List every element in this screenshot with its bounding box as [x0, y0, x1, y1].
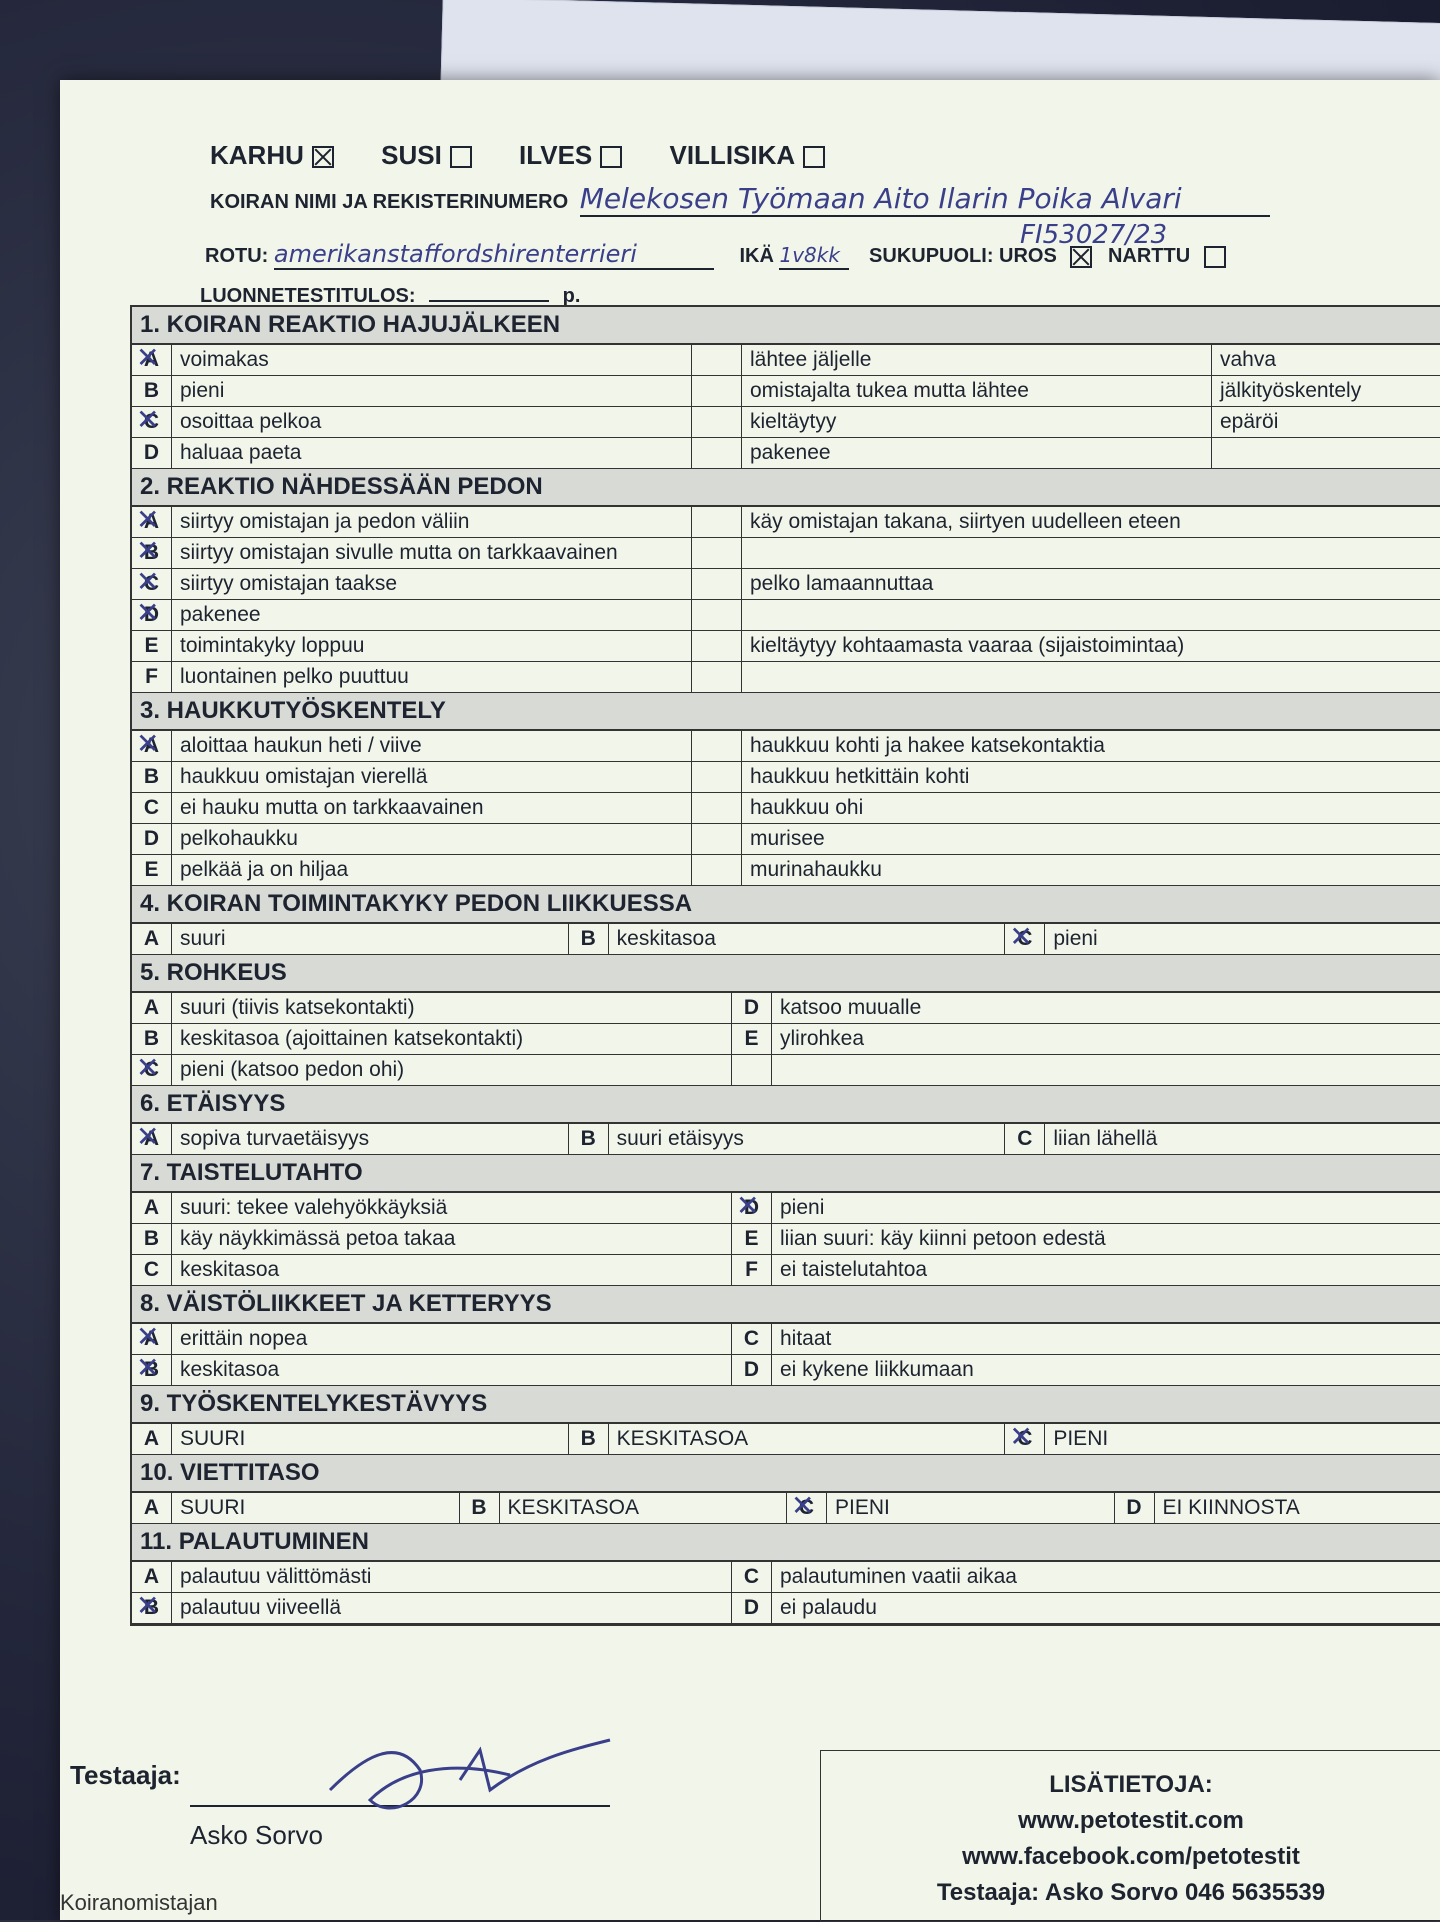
option-letter: A ✕ — [132, 345, 172, 375]
section-title: 2. REAKTIO NÄHDESSÄÄN PEDON — [132, 469, 1440, 507]
breed-field — [274, 240, 714, 270]
section-title: 5. ROHKEUS — [132, 955, 1440, 993]
option-letter: E — [132, 631, 172, 661]
section-title: 4. KOIRAN TOIMINTAKYKY PEDON LIIKKUESSA — [132, 886, 1440, 924]
footer — [60, 1730, 1440, 1920]
option-text: EI KIINNOSTA — [1155, 1493, 1440, 1523]
female-label: NARTTU — [1108, 245, 1190, 267]
option-text: sopiva turvaetäisyys — [172, 1124, 569, 1154]
option-letter: C ✕ — [132, 407, 172, 437]
dog-name-line — [210, 182, 1270, 217]
option-letter: A — [132, 1562, 172, 1592]
option-letter: D ✕ — [132, 600, 172, 630]
option-right-text: pakenee — [742, 438, 1212, 468]
option-text: pieni — [172, 376, 692, 406]
section-8 — [132, 1286, 1440, 1386]
option-row — [132, 631, 1440, 662]
option-letter: A ✕ — [132, 507, 172, 537]
option-letter: B ✕ — [132, 538, 172, 568]
option-far-text: epäröi — [1212, 407, 1440, 437]
result-unit: p. — [563, 285, 581, 307]
option-right-text: haukkuu kohti ja hakee katsekontaktia — [742, 731, 1440, 761]
option-row — [132, 1124, 1440, 1155]
option-row — [132, 824, 1440, 855]
option-text: palautuu viiveellä — [172, 1593, 732, 1623]
section-4 — [132, 886, 1440, 955]
option-letter — [732, 1055, 772, 1085]
section-2 — [132, 469, 1440, 693]
option-text: liian lähellä — [1045, 1124, 1440, 1154]
option-right-text: murisee — [742, 824, 1440, 854]
option-text: keskitasoa — [609, 924, 1006, 954]
info-title: LISÄTIETOJA: — [821, 1771, 1440, 1799]
spacer-cell — [692, 600, 742, 630]
option-letter: F — [132, 662, 172, 692]
option-text: toimintakyky loppuu — [172, 631, 692, 661]
option-letter: D — [732, 1593, 772, 1623]
option-text: ei hauku mutta on tarkkaavainen — [172, 793, 692, 823]
spacer-cell — [692, 662, 742, 692]
section-5 — [132, 955, 1440, 1086]
species-susi: SUSI — [381, 140, 472, 170]
option-right-text — [742, 600, 1440, 630]
option-row — [132, 1224, 1440, 1255]
option-letter: B — [132, 1224, 172, 1254]
option-row — [132, 924, 1440, 955]
registration-number: FI53027/23 — [1020, 220, 1167, 250]
option-text: siirtyy omistajan ja pedon väliin — [172, 507, 692, 537]
option-right-text: haukkuu hetkittäin kohti — [742, 762, 1440, 792]
spacer-cell — [692, 793, 742, 823]
option-letter: D — [732, 993, 772, 1023]
option-text: pelkohaukku — [172, 824, 692, 854]
spacer-cell — [692, 376, 742, 406]
option-letter: B — [569, 1124, 609, 1154]
tester-label: Testaaja: — [70, 1760, 181, 1791]
option-text: haukkuu omistajan vierellä — [172, 762, 692, 792]
option-letter: A — [132, 1424, 172, 1454]
spacer-cell — [692, 855, 742, 885]
option-text: ylirohkea — [772, 1024, 1440, 1054]
option-row — [132, 407, 1440, 438]
option-text: luontainen pelko puuttuu — [172, 662, 692, 692]
option-row — [132, 1562, 1440, 1593]
owner-label: Koiranomistajan — [60, 1890, 218, 1916]
checkbox-susi — [450, 146, 472, 168]
option-row — [132, 1193, 1440, 1224]
option-row — [132, 376, 1440, 407]
dog-name-value: Melekosen Työmaan Aito Ilarin Poika Alvari — [580, 182, 1182, 215]
option-letter: C — [1005, 1124, 1045, 1154]
breed-label: ROTU: — [205, 245, 268, 267]
option-row — [132, 1593, 1440, 1624]
age-value: 1v8kk — [779, 243, 839, 267]
option-letter: C — [132, 793, 172, 823]
option-letter: B ✕ — [132, 1355, 172, 1385]
option-row — [132, 345, 1440, 376]
option-text: osoittaa pelkoa — [172, 407, 692, 437]
option-text: käy näykkimässä petoa takaa — [172, 1224, 732, 1254]
option-text: liian suuri: käy kiinni petoon edestä — [772, 1224, 1440, 1254]
section-title: 9. TYÖSKENTELYKESTÄVYYS — [132, 1386, 1440, 1424]
breed-value: amerikanstaffordshirenterrieri — [274, 240, 637, 268]
test-form — [130, 305, 1440, 1626]
option-letter: D — [132, 824, 172, 854]
option-letter: B — [569, 924, 609, 954]
section-3 — [132, 693, 1440, 886]
info-contact: Testaaja: Asko Sorvo 046 5635539 — [821, 1879, 1440, 1907]
option-letter: E — [732, 1024, 772, 1054]
option-letter: C ✕ — [132, 569, 172, 599]
option-text: SUURI — [172, 1493, 460, 1523]
option-text: erittäin nopea — [172, 1324, 732, 1354]
option-letter: C ✕ — [1005, 1424, 1045, 1454]
option-text: palautuu välittömästi — [172, 1562, 732, 1592]
section-title: 10. VIETTITASO — [132, 1455, 1440, 1493]
age-label: IKÄ — [739, 245, 773, 267]
option-text: KESKITASOA — [500, 1493, 788, 1523]
option-right-text: haukkuu ohi — [742, 793, 1440, 823]
option-letter: A ✕ — [132, 731, 172, 761]
option-letter: B — [132, 762, 172, 792]
species-villisika: VILLISIKA — [669, 140, 825, 170]
option-letter: B — [132, 1024, 172, 1054]
option-text: siirtyy omistajan taakse — [172, 569, 692, 599]
section-title: 6. ETÄISYYS — [132, 1086, 1440, 1124]
option-letter: C — [732, 1324, 772, 1354]
checkbox-uros — [1070, 246, 1092, 268]
option-letter: C ✕ — [132, 1055, 172, 1085]
signature — [310, 1730, 630, 1830]
section-title: 3. HAUKKUTYÖSKENTELY — [132, 693, 1440, 731]
option-letter: D — [732, 1355, 772, 1385]
option-row — [132, 731, 1440, 762]
section-title: 1. KOIRAN REAKTIO HAJUJÄLKEEN — [132, 307, 1440, 345]
option-right-text: kieltäytyy kohtaamasta vaaraa (sijaistoimintaa) — [742, 631, 1440, 661]
option-right-text: murinahaukku — [742, 855, 1440, 885]
section-title: 7. TAISTELUTAHTO — [132, 1155, 1440, 1193]
section-1 — [132, 307, 1440, 469]
option-letter: E — [132, 855, 172, 885]
option-letter: C — [132, 1255, 172, 1285]
section-10 — [132, 1455, 1440, 1524]
option-text: suuri etäisyys — [609, 1124, 1006, 1154]
result-label: LUONNETESTITULOS: — [200, 285, 416, 307]
form-paper — [60, 80, 1440, 1920]
option-row — [132, 1355, 1440, 1386]
option-letter: F — [732, 1255, 772, 1285]
option-text: ei taistelutahtoa — [772, 1255, 1440, 1285]
section-title: 8. VÄISTÖLIIKKEET JA KETTERYYS — [132, 1286, 1440, 1324]
option-letter: A — [132, 1493, 172, 1523]
spacer-cell — [692, 538, 742, 568]
option-right-text: kieltäytyy — [742, 407, 1212, 437]
sex-label: SUKUPUOLI: UROS — [869, 245, 1057, 267]
option-letter: B — [569, 1424, 609, 1454]
option-row — [132, 600, 1440, 631]
option-text: pelkää ja on hiljaa — [172, 855, 692, 885]
section-6 — [132, 1086, 1440, 1155]
option-text: suuri: tekee valehyökkäyksiä — [172, 1193, 732, 1223]
option-right-text: pelko lamaannuttaa — [742, 569, 1440, 599]
checkbox-villisika — [803, 146, 825, 168]
option-right-text — [742, 662, 1440, 692]
option-text: haluaa paeta — [172, 438, 692, 468]
dog-name-field — [580, 182, 1270, 217]
section-7 — [132, 1155, 1440, 1286]
option-row — [132, 538, 1440, 569]
species-row — [210, 140, 865, 171]
option-letter: C ✕ — [1005, 924, 1045, 954]
option-text: pieni (katsoo pedon ohi) — [172, 1055, 732, 1085]
option-letter: C ✕ — [787, 1493, 827, 1523]
option-text: suuri (tiivis katsekontakti) — [172, 993, 732, 1023]
option-right-text: käy omistajan takana, siirtyen uudelleen eteen — [742, 507, 1440, 537]
option-row — [132, 793, 1440, 824]
option-row — [132, 507, 1440, 538]
breed-line — [205, 240, 1226, 270]
option-letter: A — [132, 1193, 172, 1223]
option-text: KESKITASOA — [609, 1424, 1006, 1454]
checkbox-karhu — [312, 146, 334, 168]
species-ilves: ILVES — [519, 140, 622, 170]
option-text — [772, 1055, 1440, 1085]
section-11 — [132, 1524, 1440, 1624]
section-9 — [132, 1386, 1440, 1455]
option-text: keskitasoa (ajoittainen katsekontakti) — [172, 1024, 732, 1054]
option-row — [132, 1324, 1440, 1355]
info-facebook-link[interactable]: www.facebook.com/petotestit — [821, 1843, 1440, 1871]
option-row — [132, 1424, 1440, 1455]
option-row — [132, 1493, 1440, 1524]
spacer-cell — [692, 507, 742, 537]
option-text: keskitasoa — [172, 1355, 732, 1385]
age-field — [779, 243, 849, 270]
option-row — [132, 855, 1440, 886]
option-text: ei palaudu — [772, 1593, 1440, 1623]
option-letter: A ✕ — [132, 1124, 172, 1154]
option-row — [132, 1024, 1440, 1055]
option-row — [132, 1055, 1440, 1086]
spacer-cell — [692, 631, 742, 661]
option-right-text: lähtee jäljelle — [742, 345, 1212, 375]
info-website-link[interactable]: www.petotestit.com — [821, 1807, 1440, 1835]
option-text: pieni — [772, 1193, 1440, 1223]
option-text: hitaat — [772, 1324, 1440, 1354]
option-far-text: jälkityöskentely — [1212, 376, 1440, 406]
option-text: keskitasoa — [172, 1255, 732, 1285]
spacer-cell — [692, 569, 742, 599]
option-text: pakenee — [172, 600, 692, 630]
spacer-cell — [692, 731, 742, 761]
option-text: suuri — [172, 924, 569, 954]
option-text: palautuminen vaatii aikaa — [772, 1562, 1440, 1592]
option-far-text — [1212, 438, 1440, 468]
checkbox-ilves — [600, 146, 622, 168]
option-row — [132, 993, 1440, 1024]
section-title: 11. PALAUTUMINEN — [132, 1524, 1440, 1562]
option-letter: B — [132, 376, 172, 406]
spacer-cell — [692, 438, 742, 468]
option-text: voimakas — [172, 345, 692, 375]
option-text: SUURI — [172, 1424, 569, 1454]
result-field — [429, 300, 549, 302]
option-row — [132, 438, 1440, 469]
option-letter: D ✕ — [732, 1193, 772, 1223]
option-text: PIENI — [827, 1493, 1115, 1523]
option-letter: A — [132, 924, 172, 954]
option-letter: B — [460, 1493, 500, 1523]
option-text: pieni — [1045, 924, 1440, 954]
option-row — [132, 662, 1440, 693]
option-text: PIENI — [1045, 1424, 1440, 1454]
option-right-text: omistajalta tukea mutta lähtee — [742, 376, 1212, 406]
option-row — [132, 762, 1440, 793]
option-letter: B ✕ — [132, 1593, 172, 1623]
option-letter: E — [732, 1224, 772, 1254]
option-letter: C — [732, 1562, 772, 1592]
spacer-cell — [692, 407, 742, 437]
spacer-cell — [692, 762, 742, 792]
spacer-cell — [692, 824, 742, 854]
option-letter: D — [1115, 1493, 1155, 1523]
option-right-text — [742, 538, 1440, 568]
option-letter: A ✕ — [132, 1324, 172, 1354]
option-row — [132, 569, 1440, 600]
dog-name-label: KOIRAN NIMI JA REKISTERINUMERO — [210, 191, 568, 213]
spacer-cell — [692, 345, 742, 375]
species-karhu: KARHU — [210, 140, 334, 170]
option-letter: D — [132, 438, 172, 468]
option-text: ei kykene liikkumaan — [772, 1355, 1440, 1385]
info-box — [820, 1750, 1440, 1922]
option-text: katsoo muualle — [772, 993, 1440, 1023]
tester-name: Asko Sorvo — [190, 1820, 323, 1851]
option-text: aloittaa haukun heti / viive — [172, 731, 692, 761]
checkbox-narttu — [1204, 246, 1226, 268]
option-far-text: vahva — [1212, 345, 1440, 375]
option-letter: A — [132, 993, 172, 1023]
option-text: siirtyy omistajan sivulle mutta on tarkkaavainen — [172, 538, 692, 568]
option-row — [132, 1255, 1440, 1286]
